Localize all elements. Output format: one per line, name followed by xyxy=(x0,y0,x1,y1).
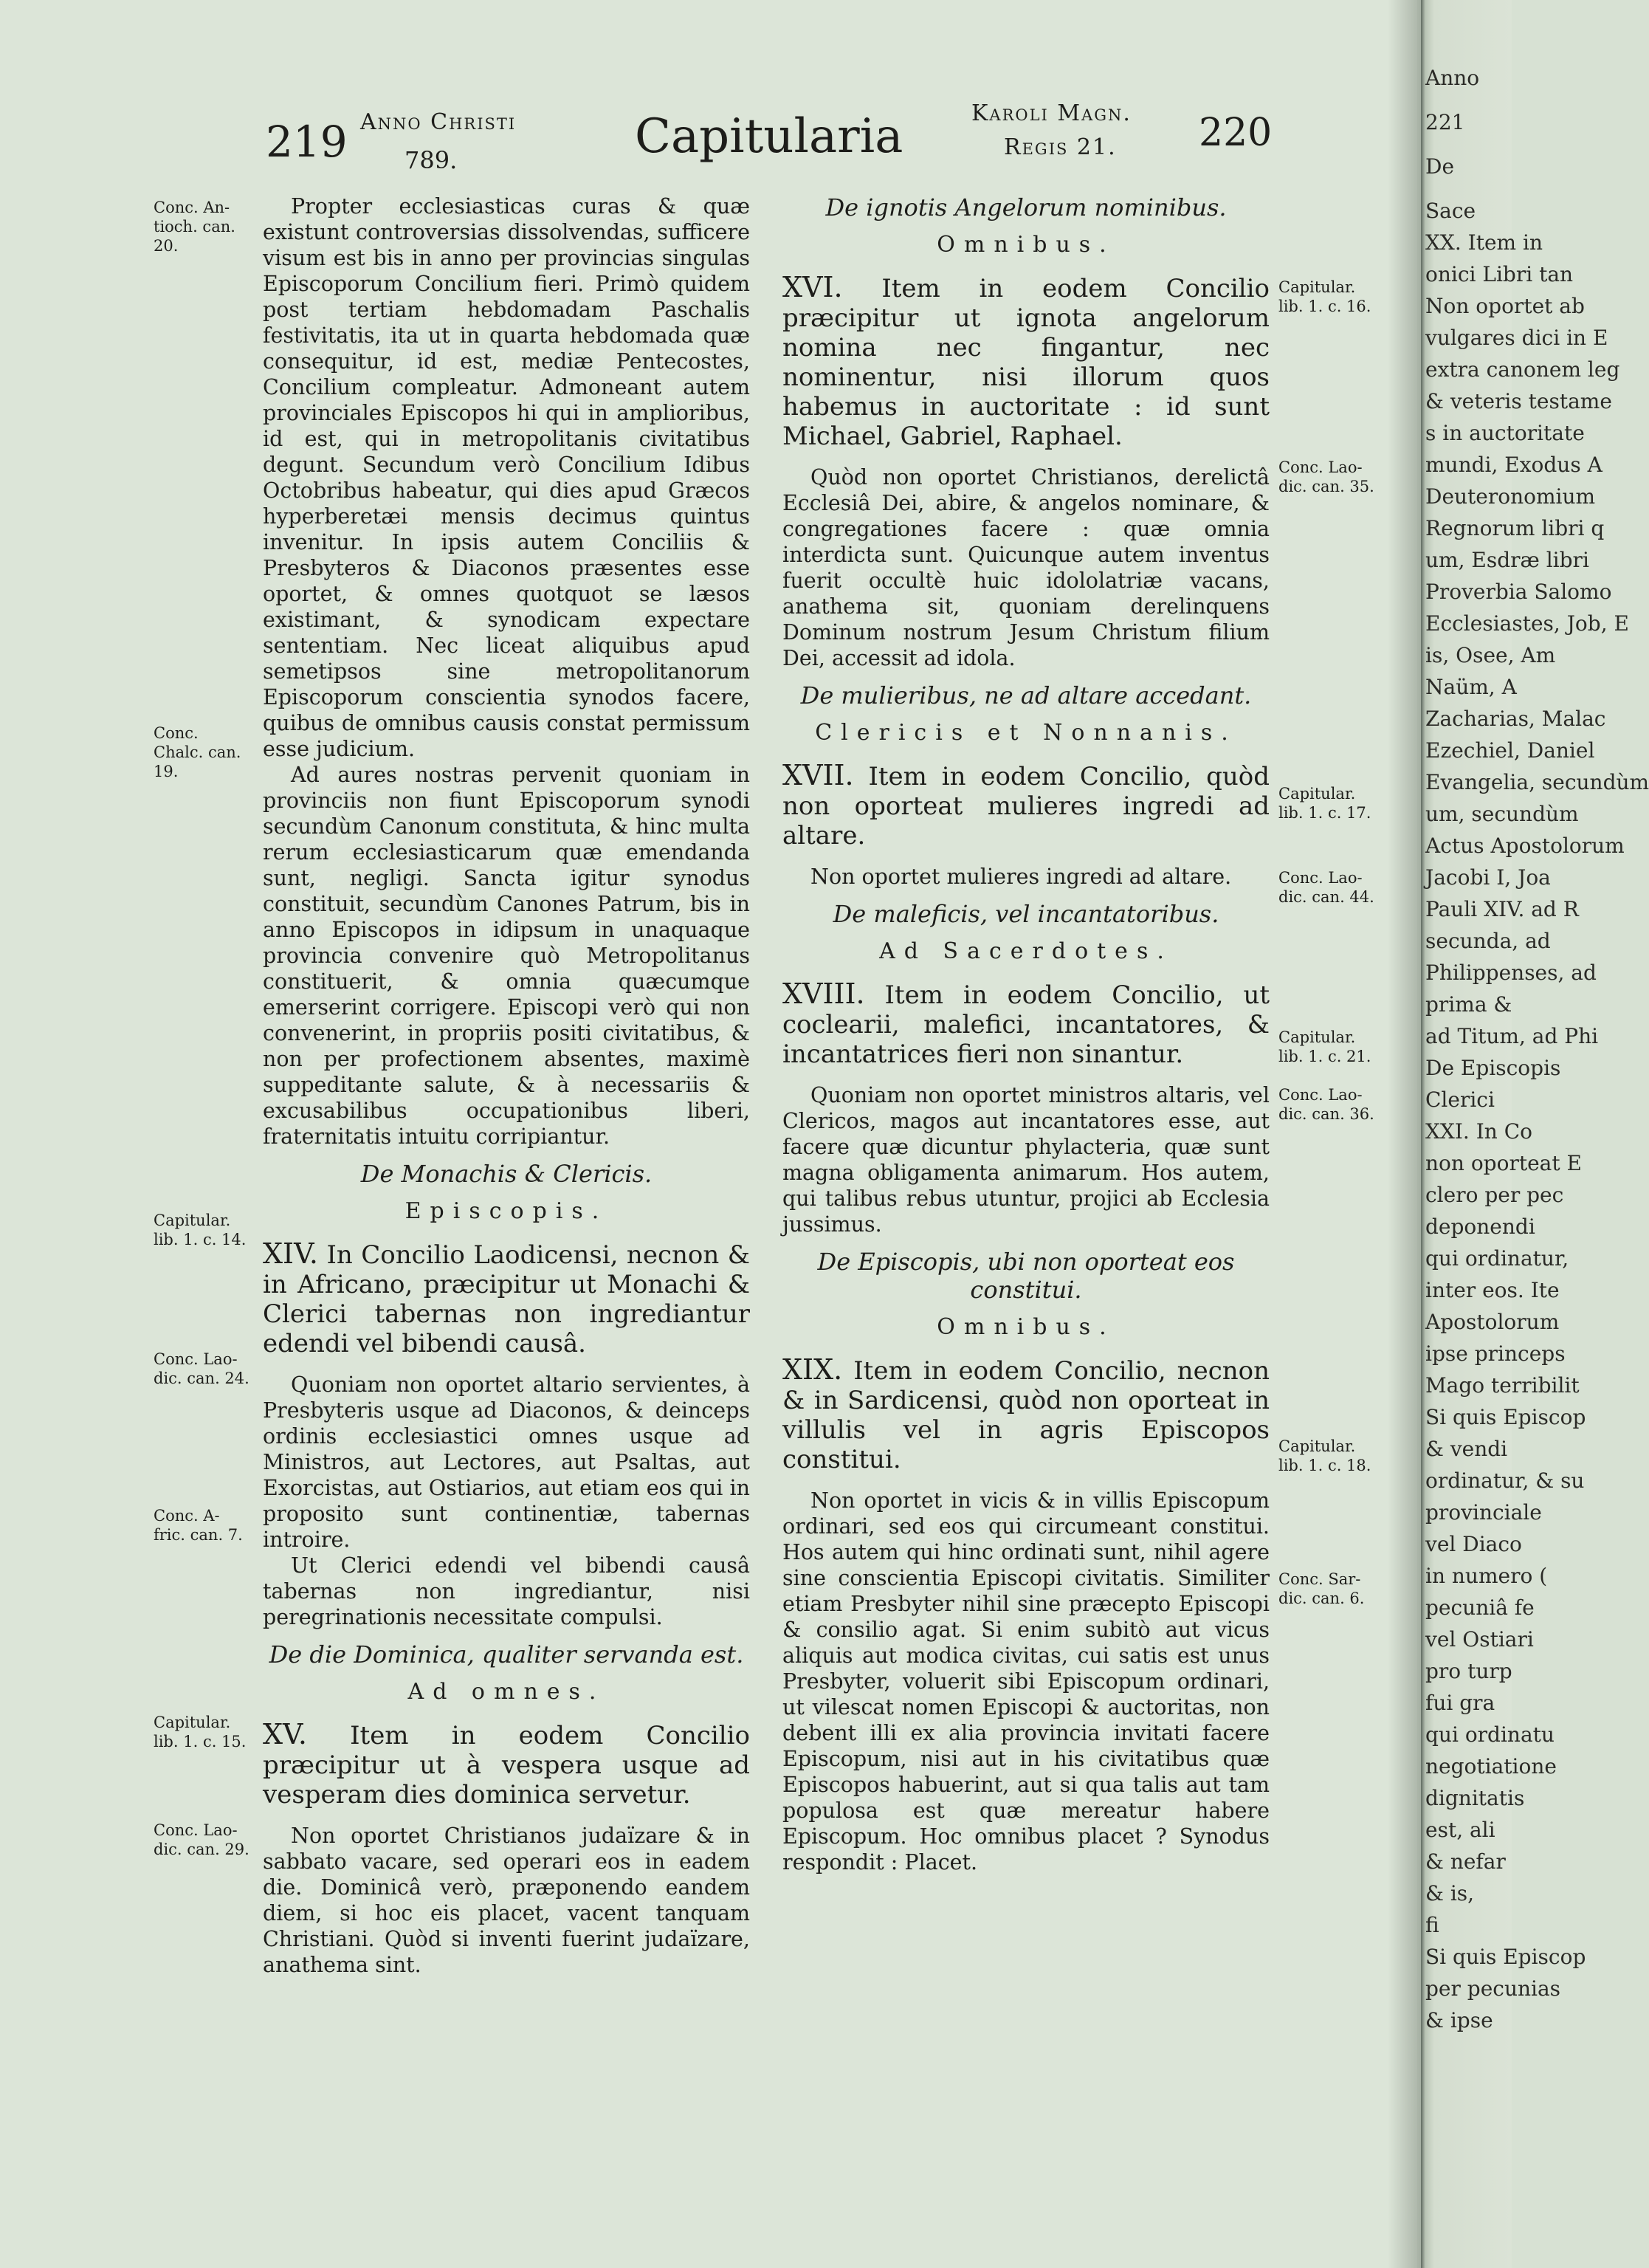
facing-page-line: vel Ostiari xyxy=(1425,1627,1534,1652)
running-title: Capitularia xyxy=(635,109,903,164)
facing-page-line: ad Titum, ad Phi xyxy=(1425,1024,1599,1048)
facing-page-line: Si quis Episcop xyxy=(1425,1945,1586,1969)
sidenote: Conc. Lao- dic. can. 36. xyxy=(1278,1086,1374,1123)
left-column xyxy=(263,193,750,1978)
paragraph: Ut Clerici edendi vel bibendi causâ tabernas non ingrediantur, nisi peregrinationis necessitate compulsi. xyxy=(263,1553,750,1629)
facing-page-line: Philippenses, ad xyxy=(1425,961,1597,985)
facing-page-line: provinciale xyxy=(1425,1500,1542,1525)
running-head-anno: Anno Christi xyxy=(360,109,517,135)
facing-page-line: Jacobi I, Joa xyxy=(1425,865,1551,890)
facing-page-line: in numero ( xyxy=(1425,1564,1548,1588)
facing-page-line: onici Libri tan xyxy=(1425,262,1574,286)
facing-page-line: Clerici xyxy=(1425,1087,1495,1112)
facing-page-line: is, Osee, Am xyxy=(1425,643,1556,667)
sidenote: Capitular. lib. 1. c. 16. xyxy=(1278,278,1371,315)
paragraph: Non oportet Christianos judaïzare & in sabbato vacare, sed operari eos in eadem die. Dominicâ verò, præponendo eandem diem, si hoc eis placet, vacent tanquam Christiani. Quòd si inventi fuerint judaïzare, anathema sint. xyxy=(263,1824,750,1977)
chapter-xvi: XVI. Item in eodem Concilio præcipitur ut ignota angelorum nomina nec fingantur, nec nominentur, nisi illorum quos habemus in auctoritate : id sunt Michael, Gabriel, Raphael. xyxy=(782,271,1270,451)
facing-page-line: Naüm, A xyxy=(1425,675,1517,699)
facing-page-line: dignitatis xyxy=(1425,1786,1525,1810)
section-heading: De die Dominica, qualiter servanda est. xyxy=(269,1640,744,1669)
facing-page-line: vulgares dici in E xyxy=(1425,326,1608,350)
sidenote: Conc. Sar- dic. can. 6. xyxy=(1278,1570,1365,1607)
facing-page-line: Zacharias, Malac xyxy=(1425,707,1606,731)
facing-page-line: Ecclesiastes, Job, E xyxy=(1425,611,1629,636)
sidenote: Capitular. lib. 1. c. 21. xyxy=(1278,1028,1371,1065)
paragraph: Non oportet in vicis & in villis Episcopum ordinari, sed eos qui circumeant constitui. Hos autem qui hinc ordinati sunt, nihil agere sine conscientia Episcopi civitatis. Similiter etiam Presbyter nihil sine præcepto Episcopi & consilio agat. Si enim subitò aut vicus aliquis aut modica civitas, cui satis est unus Presbyter, voluerit sibi Episcopum ordinari, ut vilescat nomen Episcopi & auctoritas, non debent illi ex alia provincia invitati facere Episcopum, nisi aut in his civitatibus quæ Episcopos habuerint, aut si qua talis aut tam populosa est quæ mereatur habere Episcopum. Hoc omnibus placet ? Synodus respondit : Placet. xyxy=(782,1488,1270,1874)
sidenote: Capitular. lib. 1. c. 14. xyxy=(154,1212,247,1248)
facing-page-line: Mago terribilit xyxy=(1425,1373,1580,1398)
facing-page-line: extra canonem leg xyxy=(1425,357,1620,382)
sidenote: Conc. Lao- dic. can. 29. xyxy=(154,1821,249,1858)
running-head-regis: Regis 21. xyxy=(1004,134,1117,160)
section-caption: Clericis et Nonnanis. xyxy=(815,720,1237,746)
section-caption: Ad Sacerdotes. xyxy=(879,938,1173,964)
page-number-right: 220 xyxy=(1199,111,1273,155)
facing-page-line: inter eos. Ite xyxy=(1425,1278,1560,1302)
section-caption: Omnibus. xyxy=(937,1314,1115,1340)
running-head-karoli: Karoli Magn. xyxy=(971,100,1132,126)
facing-page-line: per pecunias xyxy=(1425,1976,1561,2001)
paragraph: Quoniam non oportet altario servientes, à Presbyteris usque ad Diaconos, & deinceps ordinis ecclesiastici omnes usque ad Ministros, aut Lectores, aut Psaltas, aut Exorcistas, aut Ostiarios, aut etiam eos qui in proposito sunt continentiæ, tabernas introire. xyxy=(263,1372,750,1552)
sidenote: Conc. A- fric. can. 7. xyxy=(154,1507,243,1544)
facing-page-line: XX. Item in xyxy=(1425,230,1543,255)
facing-page-line: um, Esdræ libri xyxy=(1425,548,1589,572)
facing-page-line: Deuteronomium xyxy=(1425,484,1596,509)
facing-page-line: Ezechiel, Daniel xyxy=(1425,738,1595,763)
facing-page-line: & nefar xyxy=(1425,1849,1506,1874)
sidenote: Conc. Lao- dic. can. 24. xyxy=(154,1350,249,1387)
sidenote: Capitular. lib. 1. c. 17. xyxy=(1278,785,1371,822)
paragraph: Quoniam non oportet ministros altaris, vel Clericos, magos aut incantatores esse, aut facere quæ dicuntur phylacteria, quæ sunt magna obligamenta animarum. Hos autem, qui talibus rebus utuntur, projici ab Ecclesia jussimus. xyxy=(782,1083,1270,1237)
facing-page-line: est, ali xyxy=(1425,1818,1495,1842)
running-head-year: 789. xyxy=(404,146,458,174)
section-caption: Episcopis. xyxy=(404,1198,608,1224)
facing-page-line: prima & xyxy=(1425,992,1512,1017)
sidenote: Capitular. lib. 1. c. 15. xyxy=(154,1714,247,1750)
facing-page-line: De Episcopis xyxy=(1425,1056,1561,1080)
sidenote: Conc. Chalc. can. 19. xyxy=(154,724,241,780)
facing-page-line: clero per pec xyxy=(1425,1183,1564,1207)
paragraph: Ad aures nostras pervenit quoniam in provinciis non fiunt Episcoporum synodi secundùm Canonum constituta, & hinc multa rerum ecclesiasticarum quæ emendanda sunt, negligi. Sancta igitur synodus constituit, secundùm Canones Patrum, bis in anno Episcopos in idipsum in unaquaque provincia convenire quò Metropolitanus constituerit, & omnia quæcumque emerserint corrigere. Episcopi verò qui non convenerint, in propriis positi civitatibus, & non per profectionem absentes, maximè suppeditante salute, & à necessariis & excusabilibus occupationibus liberi, fraternitatis intuitu corripiantur. xyxy=(263,763,750,1149)
chapter-xix: XIX. Item in eodem Concilio, necnon & in Sardicensi, quòd non oporteat in villulis vel in agris Episcopos constitui. xyxy=(782,1353,1270,1474)
section-heading: De maleficis, vel incantatoribus. xyxy=(833,900,1219,928)
paragraph: Non oportet mulieres ingredi ad altare. xyxy=(810,865,1232,889)
facing-page-line: 221 xyxy=(1425,110,1465,134)
facing-page-line: pro turp xyxy=(1425,1659,1512,1683)
facing-page-line: Actus Apostolorum xyxy=(1425,834,1625,858)
section-heading: De mulieribus, ne ad altare accedant. xyxy=(800,681,1252,709)
facing-page-line: non oporteat E xyxy=(1425,1151,1582,1175)
facing-page-line: fi xyxy=(1425,1913,1439,1937)
facing-page-line: mundi, Exodus A xyxy=(1425,453,1602,477)
facing-page-line: qui ordinatu xyxy=(1425,1722,1555,1747)
paragraph: Quòd non oportet Christianos, derelictâ Ecclesiâ Dei, abire, & angelos nominare, & congregationes facere : quæ omnia interdicta sunt. Quicunque autem inventus fuerit occultè huic idololatriæ vacans, anathema sit, quoniam derelinquens Dominum nostrum Jesum Christum filium Dei, accessit ad idola. xyxy=(782,465,1270,670)
chapter-xiv: XIV. In Concilio Laodicensi, necnon & in Africano, præcipitur ut Monachi & Clerici tabernas non ingrediantur edendi vel bibendi causâ. xyxy=(263,1237,751,1358)
facing-page-line: XXI. In Co xyxy=(1425,1119,1533,1144)
facing-page-line: um, secundùm xyxy=(1425,802,1579,826)
facing-page-line: Proverbia Salomo xyxy=(1425,580,1612,604)
facing-page-line: qui ordinatur, xyxy=(1425,1246,1569,1271)
facing-page-line: & is, xyxy=(1425,1881,1475,1906)
facing-page-line: pecuniâ fe xyxy=(1425,1595,1535,1620)
facing-page-line: Sace xyxy=(1425,199,1476,223)
facing-page-line: negotiatione xyxy=(1425,1754,1557,1779)
facing-page-line: Evangelia, secundùm xyxy=(1425,770,1649,794)
facing-page-line: Regnorum libri q xyxy=(1425,516,1605,540)
facing-page-line: & ipse xyxy=(1425,2008,1493,2032)
chapter-xvii: XVII. Item in eodem Concilio, quòd non oporteat mulieres ingredi ad altare. xyxy=(782,759,1270,850)
chapter-xviii: XVIII. Item in eodem Concilio, ut coclearii, malefici, incantatores, & incantatrices fieri non sinantur. xyxy=(782,977,1270,1069)
sidenote: Conc. An- tioch. can. 20. xyxy=(154,199,235,255)
facing-page-line: vel Diaco xyxy=(1425,1532,1522,1556)
page-number-left: 219 xyxy=(266,117,348,167)
facing-page-line: & vendi xyxy=(1425,1437,1508,1461)
facing-page-line: Apostolorum xyxy=(1425,1310,1560,1334)
facing-page-line: & veteris testame xyxy=(1425,389,1612,413)
gutter-shadow xyxy=(1388,0,1425,2268)
facing-page-line: Pauli XIV. ad R xyxy=(1425,897,1579,921)
sidenote: Capitular. lib. 1. c. 18. xyxy=(1278,1437,1371,1474)
section-heading: De Monachis & Clericis. xyxy=(360,1160,653,1188)
facing-page-line: De xyxy=(1425,154,1455,179)
chapter-xv: XV. Item in eodem Concilio præcipitur ut à vespera usque ad vesperam dies dominica servetur. xyxy=(263,1718,750,1810)
facing-page-line: fui gra xyxy=(1425,1691,1495,1715)
facing-page-line: Anno xyxy=(1425,66,1480,90)
section-heading: De ignotis Angelorum nominibus. xyxy=(825,193,1227,221)
paragraph: Propter ecclesiasticas curas & quæ existunt controversias dissolvendas, sufficere visum est bis in anno per provincias singulas Episcoporum Concilium fieri. Primò quidem post tertiam hebdomadam Paschalis festivitatis, ita ut in quarta hebdomada quæ consequitur, id est, mediæ Pentecostes, Concilium compleatur. Admoneant autem provinciales Episcopos hi qui in amplioribus, id est, qui in metropolitanis civitatibus degunt. Secundum verò Concilium Idibus Octobribus habeatur, qui dies apud Græcos hyperberetæi mensis decimus quintus invenitur. In ipsis autem Conciliis & Presbyteros & Diaconos præsentes esse oportet, & omnes quotquot se læsos existimant, & synodicam expectare sententiam. Nec liceat aliquibus apud semetipsos sine metropolitanorum Episcoporum conscientia synodos facere, quibus de omnibus causis constat permissum esse judicium. xyxy=(263,194,750,761)
right-column xyxy=(782,193,1270,1875)
facing-page-line: Non oportet ab xyxy=(1425,294,1585,318)
section-heading: De Episcopis, ubi non oporteat eos constitui. xyxy=(817,1248,1235,1304)
section-caption: Ad omnes. xyxy=(407,1679,605,1705)
facing-page-line: s in auctoritate xyxy=(1425,421,1585,445)
sidenote: Conc. Lao- dic. can. 44. xyxy=(1278,869,1374,906)
facing-page-line: ordinatur, & su xyxy=(1425,1468,1585,1493)
facing-page-line: Si quis Episcop xyxy=(1425,1405,1586,1429)
facing-page-line: ipse princeps xyxy=(1425,1341,1566,1366)
section-caption: Omnibus. xyxy=(937,232,1115,258)
facing-page-line: secunda, ad xyxy=(1425,929,1551,953)
facing-page-line: deponendi xyxy=(1425,1214,1535,1239)
facing-page-edge xyxy=(1421,0,1649,2268)
sidenote: Conc. Lao- dic. can. 35. xyxy=(1278,458,1374,495)
